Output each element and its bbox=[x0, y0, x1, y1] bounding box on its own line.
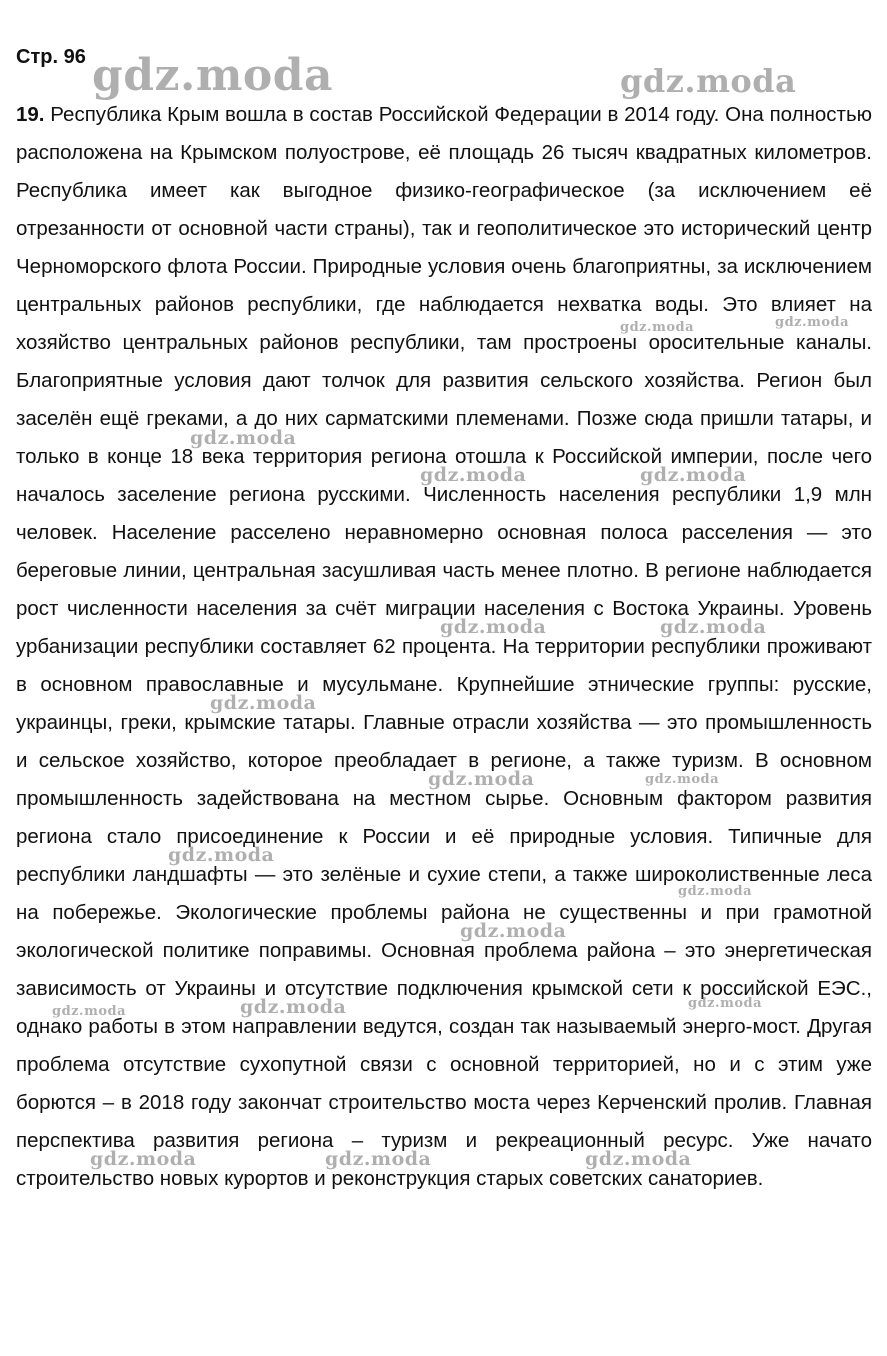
watermark-logo: gdz.moda bbox=[428, 768, 535, 790]
watermark-logo: gdz.moda bbox=[92, 50, 334, 101]
watermark-logo: gdz.moda bbox=[440, 616, 547, 638]
watermark-logo: gdz.moda bbox=[325, 1148, 432, 1170]
watermark-logo: gdz.moda bbox=[585, 1148, 692, 1170]
watermark-logo: gdz.moda bbox=[645, 772, 720, 787]
watermark-logo: gdz.moda bbox=[168, 844, 275, 866]
watermark-logo: gdz.moda bbox=[52, 1004, 127, 1019]
task-text-block bbox=[16, 96, 872, 1198]
watermark-logo: gdz.moda bbox=[240, 996, 347, 1018]
watermark-logo: gdz.moda bbox=[640, 464, 747, 486]
task-answer-text: Республика Крым вошла в состав Российской Федерации в 2014 году. Она полностью расположена на Крымском полуострове, её площадь 26 тысяч квадратных километров. Республика имеет как выгодное физико-географическое (за исключением её отрезанности от основной части страны), так и геополитическое это исторический центр Черноморского флота России. Природные условия очень благоприятны, за исключением центральных районов республики, где наблюдается нехватка воды. Это влияет на хозяйство центральных районов республики, там простроены оросительные каналы. Благоприятные условия дают толчок для развития сельского хозяйства. Регион был заселён ещё греками, а до них сарматскими племенами. Позже сюда пришли татары, и только в конце 18 века территория региона отошла к Российской империи, после чего началось заселение региона русскими. Численность населения республики 1,9 млн человек. Население расселено неравномерно основная полоса расселения — это береговые линии, центральная засушливая часть менее плотно. В регионе наблюдается рост численности населения за счёт миграции населения с Востока Украины. Уровень урбанизации республики составляет 62 процента. На территории республики проживают в основном православные и мусульмане. Крупнейшие этнические группы: русские, украинцы, греки, крымские татары. Главные отрасли хозяйства — это промышленность и сельское хозяйство, которое преобладает в регионе, а также туризм. В основном промышленность задействована на местном сырье. Основным фактором развития региона стало присоединение к России и её природные условия. Типичные для республики ландшафты — это зелёные и сухие степи, а также широколиственные леса на побережье. Экологические проблемы района не существенны и при грамотной экологической политике поправимы. Основная проблема района – это энергетическая зависимость от Украины и отсутствие подключения крымской сети к российской ЕЭС., однако работы в этом направлении ведутся, создан так называемый энерго-мост. Другая проблема отсутствие сухопутной связи с основной территорией, но и с этим уже борются – в 2018 году закончат строительство моста через Керченский пролив. Главная перспектива развития региона – туризм и рекреационный ресурс. Уже начато строительство новых курортов и реконструкция старых советских санаториев. bbox=[16, 103, 872, 1190]
watermark-logo: gdz.moda bbox=[190, 427, 297, 449]
page-number: Стр. 96 bbox=[16, 46, 86, 68]
watermark-logo: gdz.moda bbox=[678, 884, 753, 899]
watermark-logo: gdz.moda bbox=[460, 920, 567, 942]
watermark-logo: gdz.moda bbox=[620, 62, 797, 100]
watermark-logo: gdz.moda bbox=[420, 464, 527, 486]
watermark-logo: gdz.moda bbox=[688, 996, 763, 1011]
watermark-logo: gdz.moda bbox=[210, 692, 317, 714]
watermark-logo: gdz.moda bbox=[660, 616, 767, 638]
watermark-logo: gdz.moda bbox=[620, 320, 695, 335]
watermark-logo: gdz.moda bbox=[775, 315, 850, 330]
watermark-logo: gdz.moda bbox=[90, 1148, 197, 1170]
task-number: 19. bbox=[16, 103, 45, 126]
